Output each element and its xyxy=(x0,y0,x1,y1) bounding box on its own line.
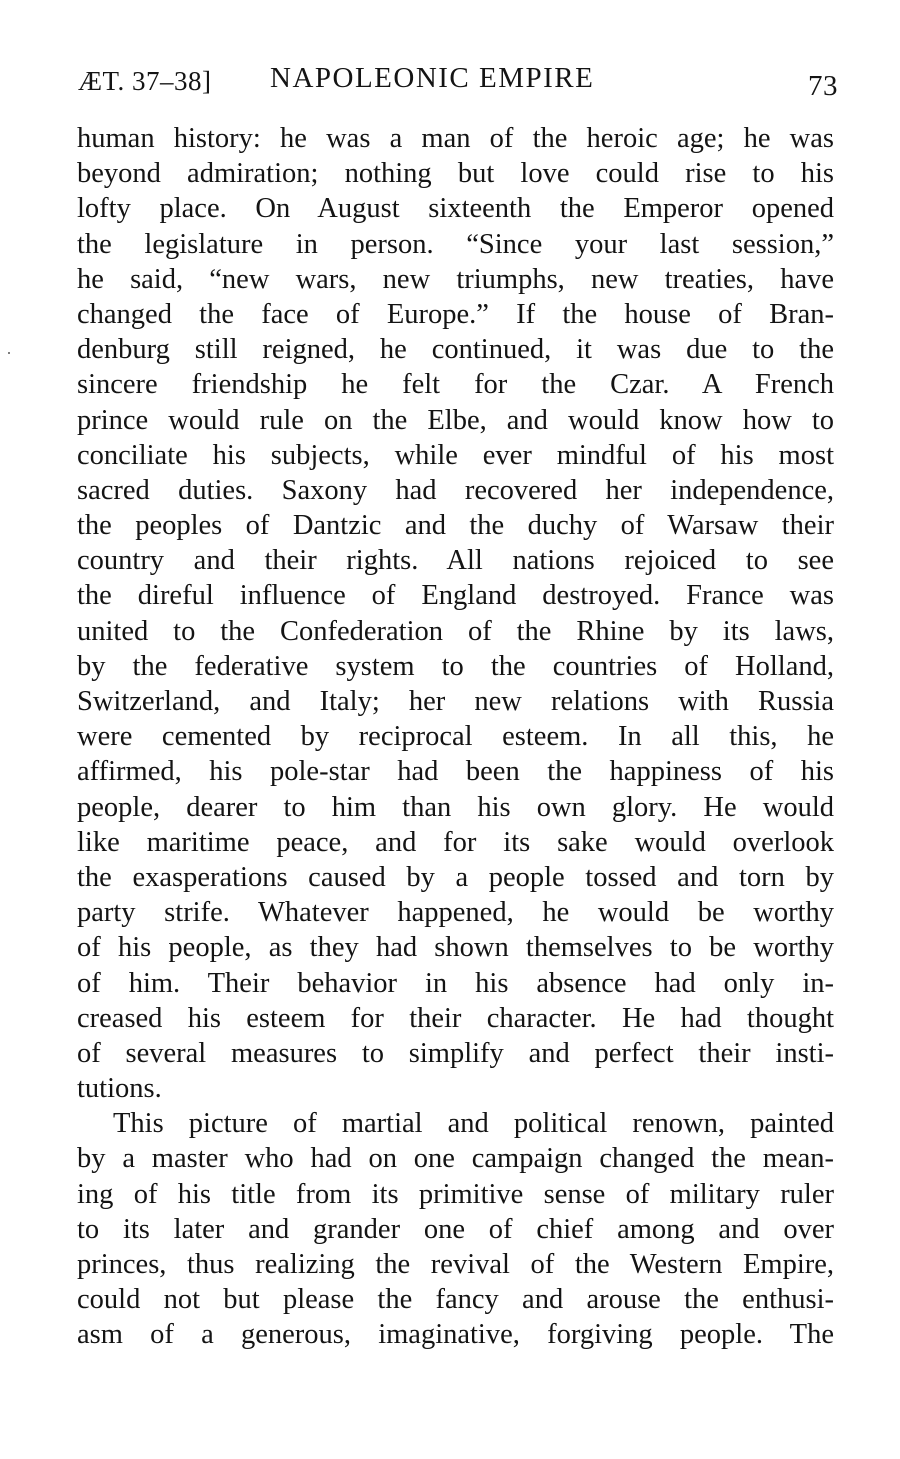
text-line: lofty place. On August sixteenth the Emperor opened xyxy=(77,193,834,225)
text-line: the legislature in person. “Since your last session,” xyxy=(77,228,834,260)
text-line: beyond admiration; nothing but love could rise to his xyxy=(77,158,834,190)
running-head xyxy=(78,62,838,102)
text-line: sincere friendship he felt for the Czar. A French xyxy=(77,369,834,401)
text-line: by a master who had on one campaign changed the mean- xyxy=(77,1143,834,1175)
text-line: sacred duties. Saxony had recovered her independence, xyxy=(77,474,834,506)
paragraph-start-line: This picture of martial and political renown, painted xyxy=(113,1108,834,1140)
text-line: Switzerland, and Italy; her new relations with Russia xyxy=(77,686,834,717)
text-line: the peoples of Dantzic and the duchy of Warsaw their xyxy=(77,510,834,542)
text-line: of his people, as they had shown themselves to be worthy xyxy=(77,932,834,964)
page-number: 73 xyxy=(808,70,838,102)
text-line: of him. Their behavior in his absence had only in- xyxy=(77,967,834,999)
text-line: like maritime peace, and for its sake would overlook xyxy=(77,826,834,858)
text-line: princes, thus realizing the revival of the Western Empire, xyxy=(77,1249,834,1280)
text-line: human history: he was a man of the heroic age; he was xyxy=(77,123,834,154)
paragraph-end-line: tutions. xyxy=(77,1073,162,1105)
text-line: could not but please the fancy and arouse the enthusi- xyxy=(77,1284,834,1316)
text-line: changed the face of Europe.” If the house of Bran- xyxy=(77,298,834,330)
text-line: to its later and grander one of chief among and over xyxy=(77,1213,834,1245)
text-line: of several measures to simplify and perfect their insti- xyxy=(77,1037,834,1069)
text-line: the exasperations caused by a people tossed and torn by xyxy=(77,861,834,893)
text-line: united to the Confederation of the Rhine by its laws, xyxy=(77,615,834,647)
text-line: were cemented by reciprocal esteem. In all this, he xyxy=(77,721,834,753)
text-line: denburg still reigned, he continued, it was due to the xyxy=(77,334,834,366)
text-line: asm of a generous, imaginative, forgiving people. The xyxy=(77,1319,834,1351)
text-line: by the federative system to the countries of Holland, xyxy=(77,650,834,682)
text-line: people, dearer to him than his own glory. He would xyxy=(77,791,834,823)
text-line: prince would rule on the Elbe, and would know how to xyxy=(77,404,834,436)
text-line: the direful influence of England destroyed. France was xyxy=(77,580,834,612)
text-line: party strife. Whatever happened, he would be worthy xyxy=(77,897,834,929)
text-line: conciliate his subjects, while ever mindful of his most xyxy=(77,439,834,471)
running-head-age-range: ÆT. 37–38] xyxy=(78,66,212,96)
text-line: country and their rights. All nations rejoiced to see xyxy=(77,545,834,577)
running-head-title: NAPOLEONIC EMPIRE xyxy=(270,62,595,94)
margin-speck xyxy=(8,352,10,354)
text-line: ing of his title from its primitive sense of military ruler xyxy=(77,1178,834,1210)
text-line: affirmed, his pole-star had been the happiness of his xyxy=(77,756,834,788)
text-line: creased his esteem for their character. He had thought xyxy=(77,1002,834,1034)
body-text xyxy=(77,121,834,1353)
text-line: he said, “new wars, new triumphs, new treaties, have xyxy=(77,263,834,295)
